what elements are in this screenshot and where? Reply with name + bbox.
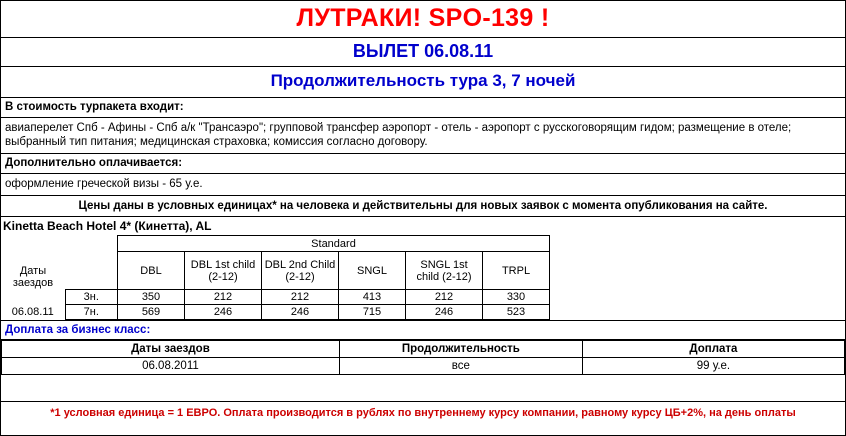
empty-corner-2	[65, 236, 118, 252]
table-row	[1, 305, 550, 320]
business-heading: Доплата за бизнес класс:	[1, 321, 845, 340]
group-header-standard: Standard	[118, 236, 550, 252]
price-cell: 330	[483, 290, 550, 305]
biz-cell-duration: все	[339, 358, 582, 375]
price-cell: 523	[483, 305, 550, 320]
row-nights-2: 7н.	[65, 305, 118, 320]
row-date-2: 06.08.11	[11, 306, 54, 318]
table-row	[1, 290, 550, 305]
col-header-sngl: SNGL	[339, 252, 406, 290]
col-header-sngl-1st-child: SNGL 1st child (2-12)	[406, 252, 483, 290]
biz-cell-dates: 06.08.2011	[2, 358, 340, 375]
empty-corner-1	[1, 236, 65, 252]
col-header-dbl-2nd-child: DBL 2nd Child (2-12)	[262, 252, 339, 290]
col-header-dbl-1st-child: DBL 1st child (2-12)	[185, 252, 262, 290]
biz-col-header-surcharge: Доплата	[582, 341, 844, 358]
included-text: авиаперелет Спб - Афины - Спб а/к "Трансаэро"; групповой трансфер аэропорт - отель - аэропорт с русскоговорящим гидом; размещение в отеле; выбранный тип питания; медицинская страховка; комиссия согласно договору.	[1, 118, 845, 154]
business-header-row	[2, 341, 845, 358]
currency-note: Цены даны в условных единицах* на человека и действительны для новых заявок с момента опубликования на сайте.	[1, 196, 845, 217]
departure-title: ВЫЛЕТ 06.08.11	[1, 38, 845, 67]
price-table-header-row	[1, 252, 550, 290]
price-cell: 246	[185, 305, 262, 320]
business-class-table	[1, 340, 845, 375]
extra-heading: Дополнительно оплачивается:	[1, 154, 845, 174]
col-header-trpl: TRPL	[483, 252, 550, 290]
col-header-dbl: DBL	[118, 252, 185, 290]
hotel-name: Kinetta Beach Hotel 4* (Кинетта), AL	[3, 219, 212, 233]
biz-col-header-duration: Продолжительность	[339, 341, 582, 358]
price-cell: 212	[185, 290, 262, 305]
price-cell: 246	[262, 305, 339, 320]
empty-corner-3	[65, 252, 118, 290]
row-date-1	[1, 290, 65, 305]
price-cell: 246	[406, 305, 483, 320]
price-cell: 715	[339, 305, 406, 320]
page-title: ЛУТРАКИ! SPO-139 !	[1, 1, 845, 38]
footer-note: *1 условная единица = 1 ЕВРО. Оплата производится в рублях по внутреннему курсу компании, равному курсу ЦБ+2%, на день оплаты	[50, 407, 796, 419]
price-table	[1, 235, 550, 320]
price-table-wrapper	[1, 235, 845, 321]
spacer-band	[1, 375, 845, 402]
price-table-group-row	[1, 236, 550, 252]
price-cell: 350	[118, 290, 185, 305]
biz-cell-surcharge: 99 у.е.	[582, 358, 844, 375]
biz-col-header-dates: Даты заездов	[2, 341, 340, 358]
price-cell: 212	[262, 290, 339, 305]
duration-title: Продолжительность тура 3, 7 ночей	[1, 67, 845, 98]
included-heading: В стоимость турпакета входит:	[1, 98, 845, 118]
price-cell: 212	[406, 290, 483, 305]
price-cell: 569	[118, 305, 185, 320]
dates-label: Даты заездов	[12, 264, 54, 289]
table-row	[2, 358, 845, 375]
extra-text: оформление греческой визы - 65 у.е.	[1, 174, 845, 196]
price-cell: 413	[339, 290, 406, 305]
row-nights-1: 3н.	[65, 290, 118, 305]
